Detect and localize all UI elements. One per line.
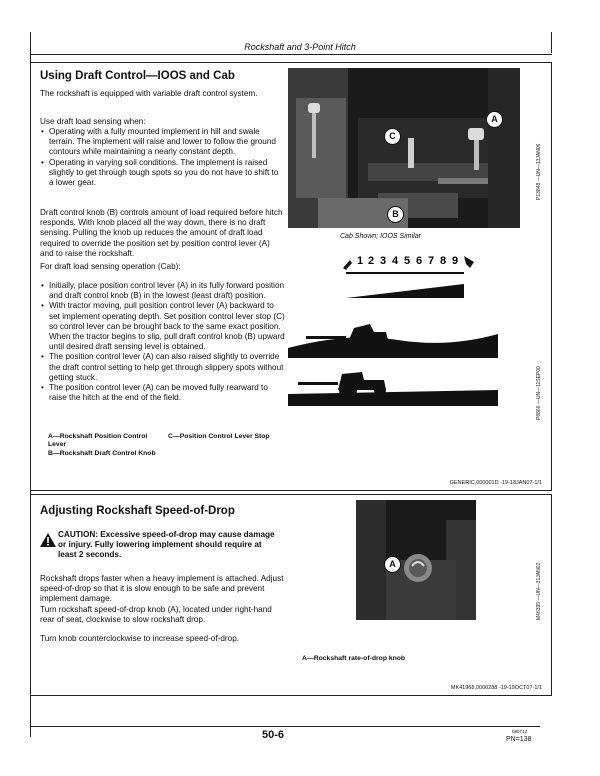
scale-number: 5: [404, 255, 411, 267]
list-item: • Initially, place position control lever (A) in its fully forward position and draft control knob (B) in the lowest (least draft) position.: [40, 281, 285, 301]
caution-icon: [40, 533, 56, 547]
photo-code-1: P13848 —UN—13JAN06: [536, 143, 542, 200]
scale-number: 7: [428, 255, 435, 267]
tractor-flat-illustration: [288, 366, 498, 406]
list-item: • The position control lever (A) can also raised slightly to override the draft control setting to help get through slippery spots without getting stuck.: [40, 352, 285, 383]
callout-a: A: [486, 111, 503, 128]
list-item: • Operating in varying soil conditions. The implement is raised slightly to get through tough spots so you do not have to shift to a lower gear.: [40, 158, 285, 189]
scale-number: 8: [440, 255, 447, 267]
list-item: • Operating with a fully mounted implement in hill and swale terrain. The implement will raise and lower to follow the ground contours while maintaining a nearly constant depth.: [40, 127, 285, 158]
section1-title: Using Draft Control—IOOS and Cab: [40, 70, 235, 82]
scale-number: 2: [368, 255, 375, 267]
legend-a: A—Rockshaft Position Control Lever: [48, 433, 148, 448]
diagram-code: P8866 —UN—11SEP00: [536, 366, 542, 420]
section1-draft-paragraph: Draft control knob (B) controls amount of load required before hitch responds. With knob placed all the way down, there is no draft sensing. Pulling the knob up reduces the amount of draft load required to override the position set by position control lever (A) and to raise the rockshaft.: [40, 208, 283, 258]
knob-illustration: [356, 500, 476, 620]
scale-number: 9: [452, 255, 459, 267]
scale-number: 1: [357, 255, 364, 267]
section1-doc-code: GENERIC,000001D -19-18JAN07-1/1: [449, 480, 542, 486]
section2-para1: Rockshaft drops faster when a heavy implement is attached. Adjust speed-of-drop so that it is slow enough to be safe and prevent implement damage.: [40, 574, 284, 604]
cab-controls-illustration: [288, 68, 520, 228]
legend-c: C—Position Control Lever Stop: [168, 433, 270, 440]
scale-left-arrow-icon: [343, 260, 352, 270]
legend-rate-of-drop: A—Rockshaft rate-of-drop knob: [302, 655, 406, 662]
scale-number: 4: [392, 255, 399, 267]
header-rule: [30, 54, 552, 55]
photo-code-2: M46395 —UN—31JAN02: [536, 562, 542, 620]
section1-cab-heading: For draft load sensing operation (Cab):: [40, 262, 181, 271]
caution-text: CAUTION: Excessive speed-of-drop may cause damage or injury. Fully lowering implement should require at least 2 seconds.: [58, 530, 275, 559]
legend-b: B—Rockshaft Draft Control Knob: [48, 450, 156, 457]
section1-bullets1: [40, 127, 285, 188]
callout-knob-a: A: [384, 556, 401, 573]
scale-baseline: [346, 272, 464, 274]
section2-title: Adjusting Rockshaft Speed-of-Drop: [40, 505, 235, 517]
draft-wedge: [346, 284, 464, 298]
callout-c: C: [384, 128, 401, 145]
footer-pn: PN=138: [506, 736, 532, 743]
section2-para2: Turn rockshaft speed-of-drop knob (A), located under right-hand rear of seat, clockwise to slow rockshaft drop.: [40, 605, 272, 625]
list-item: • With tractor moving, pull position control lever (A) backward to set implement operating depth. Set position control lever stop (C) so control lever can be brought back to the same exact position. When the tractor begins to slip, pull draft control knob (B) upward until desired draft sensing level is obtained.: [40, 301, 285, 352]
callout-b: B: [387, 206, 404, 223]
draft-scale-diagram: [340, 250, 490, 310]
footer-rule: [30, 726, 540, 727]
footer-small-code: 080712: [512, 729, 528, 734]
section2-doc-code: MK41968,0000288 -19-19OCT07-1/1: [450, 685, 542, 691]
tractor-hill-illustration: [288, 318, 498, 358]
page-number: 50-6: [262, 729, 285, 741]
scale-number: 6: [416, 255, 423, 267]
scale-number: 3: [380, 255, 387, 267]
section1-bullets2: [40, 281, 285, 403]
section1-use-when: Use draft load sensing when:: [40, 117, 146, 126]
header-title: Rockshaft and 3-Point Hitch: [244, 42, 356, 52]
section1-intro: The rockshaft is equipped with variable draft control system.: [40, 89, 258, 98]
photo-caption: Cab Shown; IOOS Similar: [340, 233, 421, 240]
speed-of-drop-photo: [356, 500, 476, 620]
section2-para3: Turn knob counterclockwise to increase speed-of-drop.: [40, 634, 240, 643]
list-item: • The position control lever (A) can be moved fully rearward to raise the hitch at the end of the field.: [40, 383, 285, 403]
cab-controls-photo: [288, 68, 520, 228]
scale-right-hand-icon: [464, 256, 474, 268]
